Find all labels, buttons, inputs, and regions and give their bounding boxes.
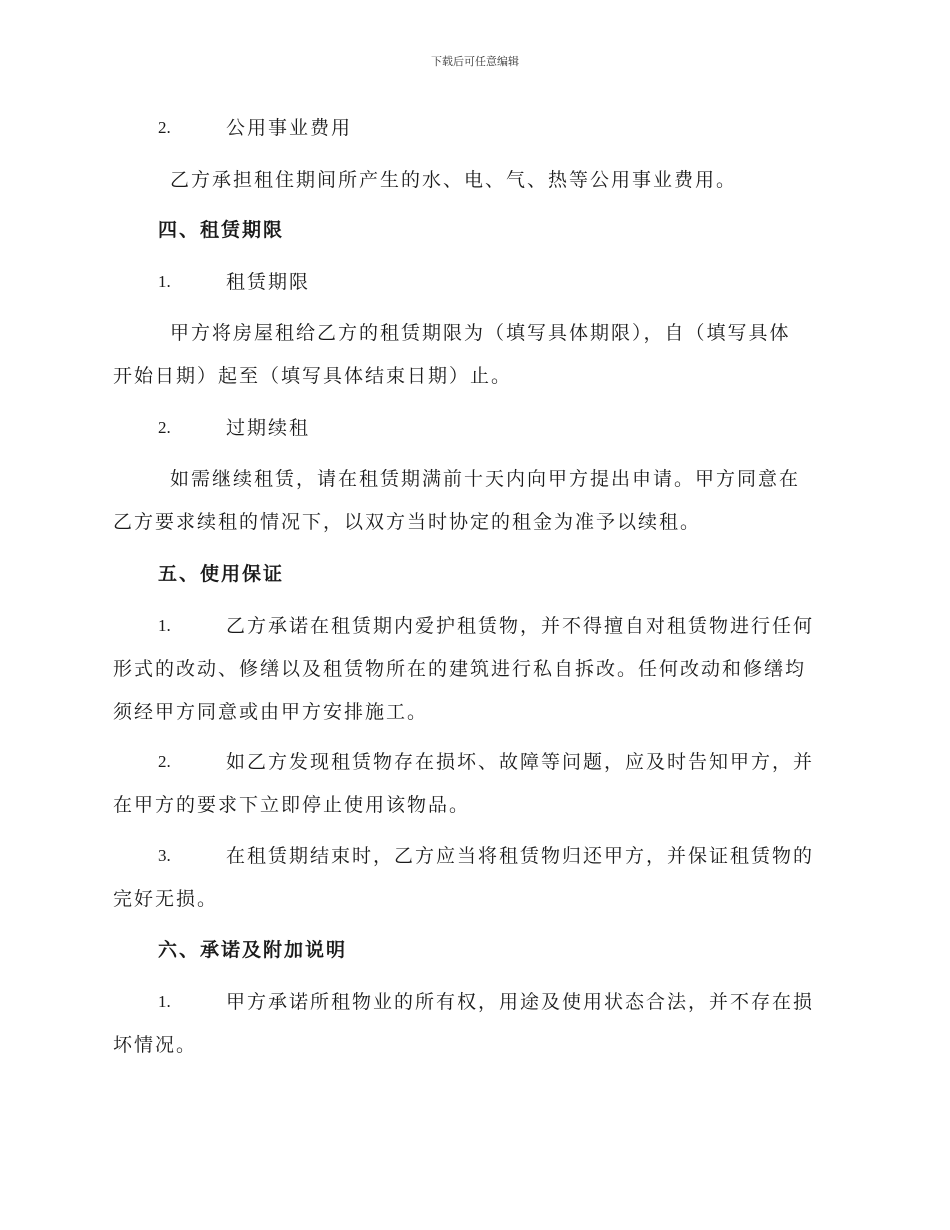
page-header: 下载后可任意编辑: [431, 55, 519, 68]
paragraph-line: 如需继续租赁，请在租赁期满前十天内向甲方提出申请。甲方同意在: [170, 468, 801, 490]
paragraph-line: 坏情况。: [113, 1034, 198, 1056]
item-number: 3.: [158, 846, 171, 865]
paragraph-line: 在租赁期结束时，乙方应当将租赁物归还甲方，并保证租赁物的: [226, 845, 815, 867]
item-title: 过期续租: [226, 417, 311, 439]
section-heading: 五、使用保证: [158, 563, 285, 585]
paragraph-line: 乙方承诺在租赁期内爱护租赁物，并不得擅自对租赁物进行任何: [226, 615, 815, 637]
paragraph-line: 乙方承担租住期间所产生的水、电、气、热等公用事业费用。: [170, 169, 738, 191]
section-heading: 四、租赁期限: [158, 219, 285, 241]
item-number: 1.: [158, 272, 171, 291]
section-heading: 六、承诺及附加说明: [158, 939, 348, 961]
paragraph-line: 如乙方发现租赁物存在损坏、故障等问题，应及时告知甲方，并: [226, 751, 815, 773]
item-number: 2.: [158, 418, 171, 437]
item-number: 1.: [158, 616, 171, 635]
paragraph-line: 开始日期）起至（填写具体结束日期）止。: [113, 365, 513, 387]
item-title: 租赁期限: [226, 271, 311, 293]
paragraph-line: 完好无损。: [113, 888, 219, 910]
paragraph-line: 须经甲方同意或由甲方安排施工。: [113, 701, 429, 723]
paragraph-line: 在甲方的要求下立即停止使用该物品。: [113, 794, 471, 816]
paragraph-line: 形式的改动、修缮以及租赁物所在的建筑进行私自拆改。任何改动和修缮均: [113, 658, 807, 680]
item-number: 2.: [158, 752, 171, 771]
paragraph-line: 甲方将房屋租给乙方的租赁期限为（填写具体期限），自（填写具体: [170, 322, 791, 344]
paragraph-line: 甲方承诺所租物业的所有权，用途及使用状态合法，并不存在损: [226, 991, 815, 1013]
item-number: 1.: [158, 992, 171, 1011]
item-title: 公用事业费用: [226, 117, 353, 139]
paragraph-line: 乙方要求续租的情况下，以双方当时协定的租金为准予以续租。: [113, 511, 702, 533]
item-number: 2.: [158, 118, 171, 137]
